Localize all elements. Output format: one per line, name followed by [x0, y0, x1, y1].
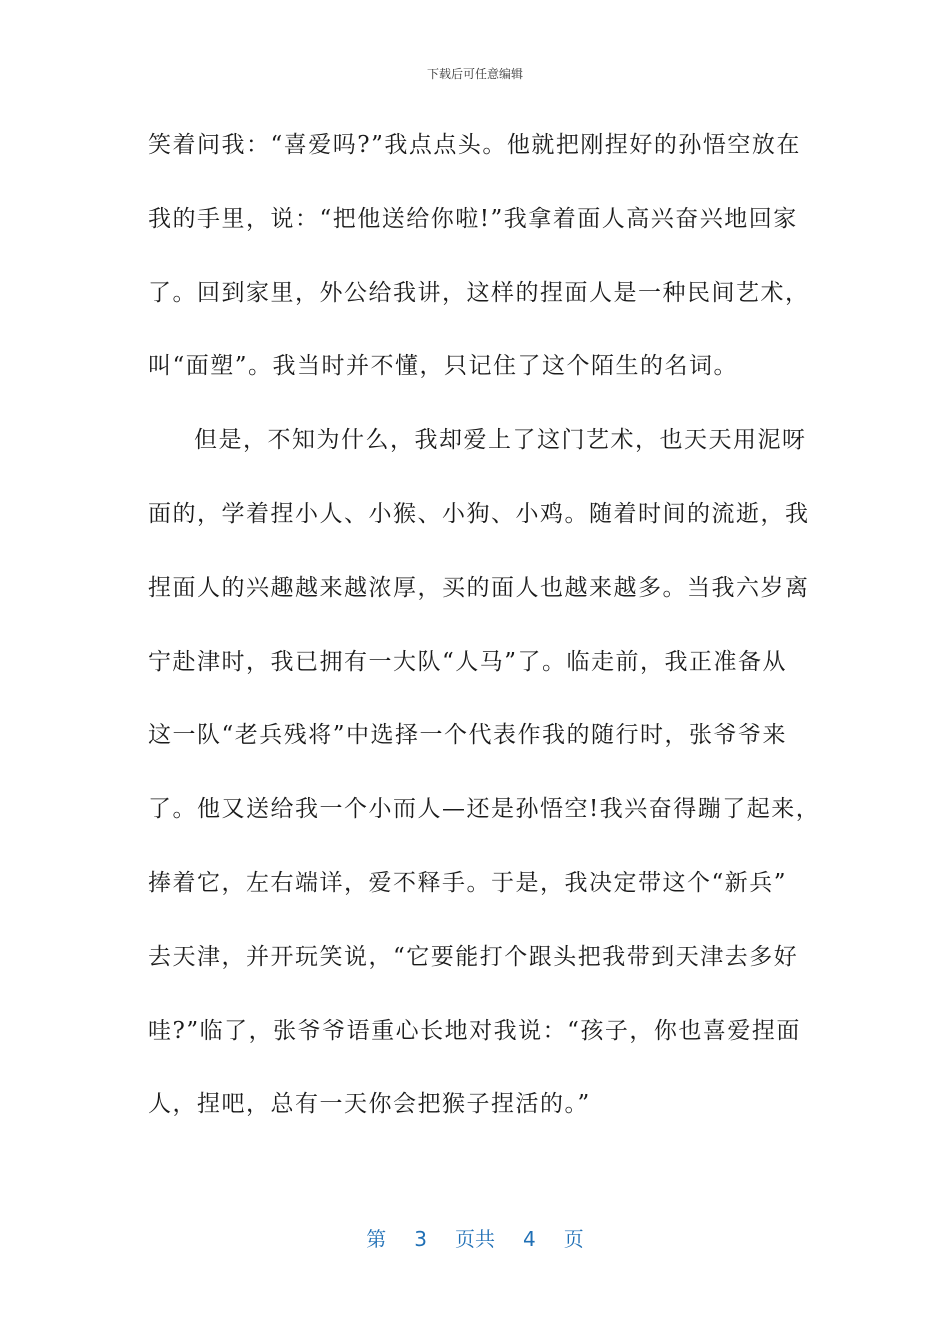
text-line-12: 去天津，并开玩笑说，“它要能打个跟头把我带到天津去多好: [148, 943, 799, 970]
current-page-number: 3: [414, 1227, 427, 1251]
text-line-4: 叫“面塑”。我当时并不懂，只记住了这个陌生的名词。: [148, 353, 739, 380]
text-line-13: 哇?”临了，张爷爷语重心长地对我说：“孩子，你也喜爱捏面: [148, 1017, 801, 1044]
text-line-6: 面的，学着捏小人、小猴、小狗、小鸡。随着时间的流逝，我: [148, 500, 810, 527]
page-header-note: 下载后可任意编辑: [426, 67, 523, 81]
text-line-3: 了。回到家里，外公给我讲，这样的捏面人是一种民间艺术，: [148, 279, 810, 306]
page-footer: [0, 1226, 950, 1252]
document-body: [148, 122, 821, 1155]
text-line-8: 宁赴津时，我已拥有一大队“人马”了。临走前，我正准备从: [148, 648, 788, 675]
text-line-7: 捏面人的兴趣越来越浓厚，买的面人也越来越多。当我六岁离: [148, 574, 810, 601]
text-line-14: 人，捏吧，总有一天你会把猴子捏活的。”: [148, 1091, 591, 1118]
paragraph-start-line: 但是，不知为什么，我却爱上了这门艺术，也天天用泥呀: [194, 427, 807, 454]
footer-di: 第: [366, 1227, 387, 1251]
text-line-2: 我的手里，说：“把他送给你啦!”我拿着面人高兴奋兴地回家: [148, 205, 798, 232]
footer-ye-gong: 页共: [455, 1227, 495, 1251]
text-line-10: 了。他又送给我一个小而人—还是孙悟空!我兴奋得蹦了起来，: [148, 796, 821, 823]
text-line-1: 笑着问我：“喜爱吗?”我点点头。他就把刚捏好的孙悟空放在: [148, 132, 801, 158]
total-pages-number: 4: [523, 1227, 536, 1251]
text-line-11: 捧着它，左右端详，爱不释手。于是，我决定带这个“新兵”: [148, 869, 788, 896]
text-line-9: 这一队“老兵残将”中选择一个代表作我的随行时，张爷爷来: [148, 722, 788, 749]
footer-ye: 页: [563, 1227, 584, 1251]
